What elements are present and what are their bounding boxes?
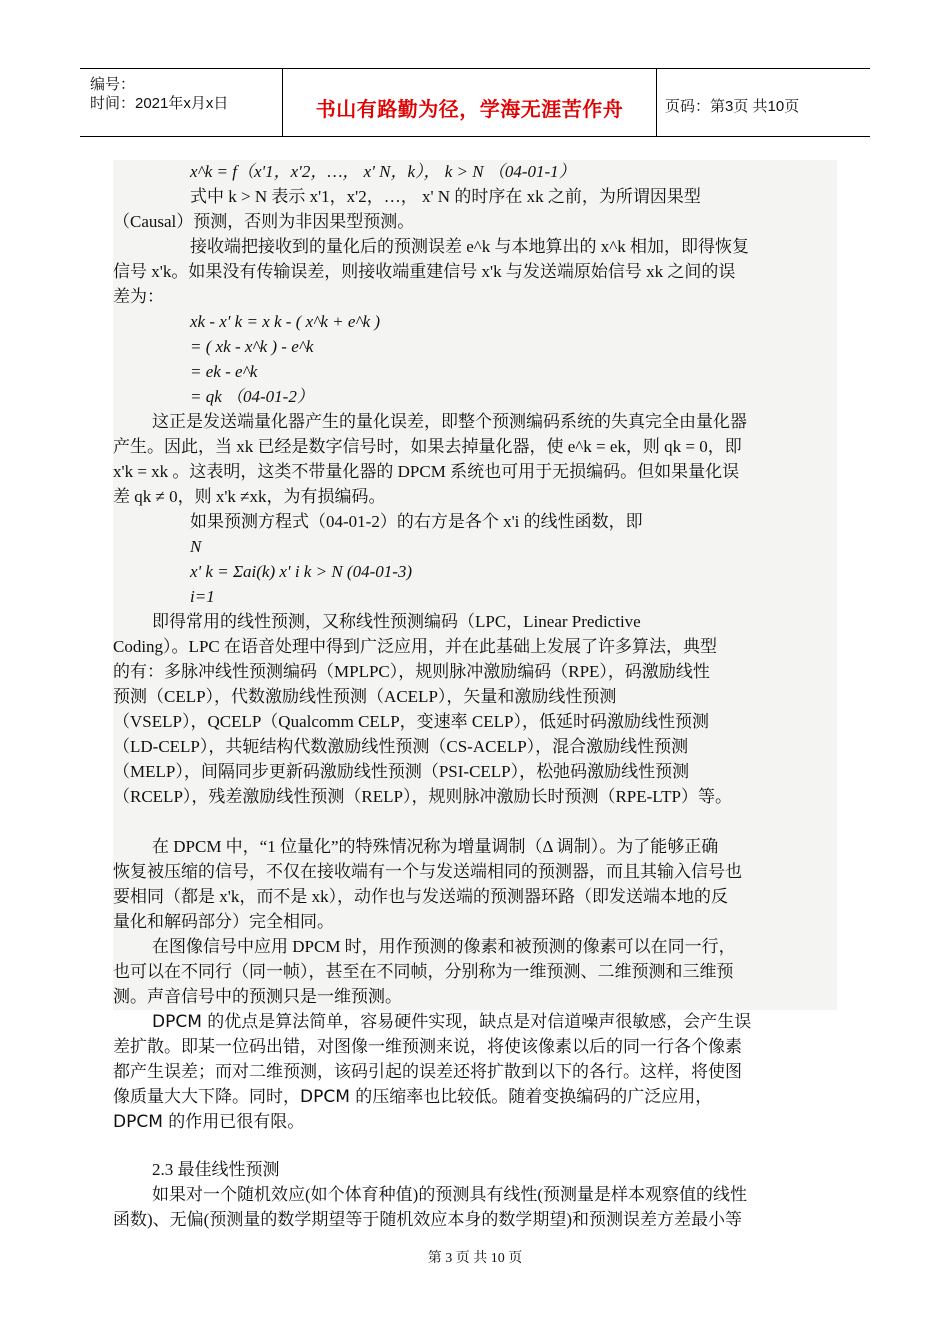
paragraph-line: 也可以在不同行（同一帧），甚至在不同帧，分别称为一维预测、二维预测和三维预 — [113, 962, 734, 981]
paragraph-line: （VSELP），QCELP（Qualcomm CELP，变速率 CELP），低延时码激励线性预测 — [113, 712, 709, 731]
header-page-number: 页码：第3页 共10页 — [665, 98, 800, 115]
section-heading: 2.3 最佳线性预测 — [152, 1160, 280, 1179]
paragraph-line: 如果对一个随机效应(如个体育种值)的预测具有线性(预测量是样本观察值的线性 — [152, 1185, 747, 1204]
header-motto-cell — [283, 69, 657, 136]
page-footer: 第 3 页 共 10 页 — [427, 1251, 523, 1266]
formula-line: N — [190, 537, 202, 556]
paragraph-line: 如果预测方程式（04-01-2）的右方是各个 x'i 的线性函数，即 — [190, 512, 643, 531]
page-header — [80, 68, 870, 137]
paragraph-line: 接收端把接收到的量化后的预测误差 e^k 与本地算出的 x^k 相加，即得恢复 — [190, 237, 749, 256]
formula-line: = ( xk - x^k ) - e^k — [190, 337, 314, 356]
formula-line: = ek - e^k — [190, 362, 258, 381]
paragraph-line: 测。声音信号中的预测只是一维预测。 — [113, 987, 402, 1006]
paragraph-line: 在 DPCM 中，“1 位量化”的特殊情况称为增量调制（Δ 调制）。为了能够正确 — [152, 837, 719, 856]
paragraph-line: （MELP），间隔同步更新码激励线性预测（PSI-CELP），松弛码激励线性预测 — [113, 762, 690, 781]
paragraph-line: 信号 x'k。如果没有传输误差，则接收端重建信号 x'k 与发送端原始信号 xk 之间的误 — [113, 262, 736, 281]
formula-04-01-2: = qk （04-01-2） — [190, 387, 314, 406]
paragraph-line: x'k = xk 。这表明，这类不带量化器的 DPCM 系统也可用于无损编码。但如果量化误 — [113, 462, 740, 481]
paragraph-line: （LD-CELP），共轭结构代数激励线性预测（CS-ACELP），混合激励线性预测 — [113, 737, 689, 756]
paragraph-line: 的有：多脉冲线性预测编码（MPLPC），规则脉冲激励编码（RPE），码激励线性 — [113, 662, 710, 681]
document-date-label: 时间：2021年x月x日 — [90, 95, 229, 112]
document-number-label: 编号： — [90, 76, 136, 93]
paragraph-line: 要相同（都是 x'k，而不是 xk），动作也与发送端的预测器环路（即发送端本地的反 — [113, 887, 729, 906]
paragraph-line: （Causal）预测，否则为非因果型预测。 — [113, 212, 415, 231]
shaded-text-region — [113, 160, 837, 1010]
paragraph-line: DPCM 的优点是算法简单，容易硬件实现，缺点是对信道噪声很敏感，会产生误 — [152, 1012, 752, 1032]
formula-04-01-3: x' k = Σai(k) x' i k > N (04-01-3) — [190, 562, 413, 581]
paragraph-line: 这正是发送端量化器产生的量化误差，即整个预测编码系统的失真完全由量化器 — [152, 412, 747, 431]
paragraph-line: 量化和解码部分）完全相同。 — [113, 912, 334, 931]
formula-line: i=1 — [190, 587, 215, 606]
paragraph-line: 在图像信号中应用 DPCM 时，用作预测的像素和被预测的像素可以在同一行， — [152, 937, 736, 956]
paragraph-line: 恢复被压缩的信号，不仅在接收端有一个与发送端相同的预测器，而且其输入信号也 — [113, 862, 742, 881]
paragraph-line: Coding）。LPC 在语音处理中得到广泛应用，并在此基础上发展了许多算法，典型 — [113, 637, 717, 656]
formula-04-01-1: x^k = f（x'1，x'2，…， x' N，k）， k > N （04-01-1） — [190, 162, 576, 181]
header-page-cell — [657, 69, 870, 136]
paragraph-line: 即得常用的线性预测，又称线性预测编码（LPC，Linear Predictive — [152, 612, 641, 631]
paragraph-line: 差为： — [113, 287, 164, 306]
paragraph-line: 式中 k > N 表示 x'1，x'2，…， x' N 的时序在 xk 之前，为所谓因果型 — [190, 187, 701, 206]
paragraph-line: 函数)、无偏(预测量的数学期望等于随机效应本身的数学期望)和预测误差方差最小等 — [113, 1210, 742, 1229]
paragraph-line: 预测（CELP），代数激励线性预测（ACELP），矢量和激励线性预测 — [113, 687, 617, 706]
header-motto: 书山有路勤为径，学海无涯苦作舟 — [315, 97, 624, 121]
formula-line: xk - x' k = x k - ( x^k + e^k ) — [190, 312, 381, 331]
paragraph-line: 差扩散。即某一位码出错，对图像一维预测来说，将使该像素以后的同一行各个像素 — [113, 1037, 742, 1057]
header-meta-cell — [80, 69, 283, 136]
paragraph-line: 差 qk ≠ 0，则 x'k ≠xk，为有损编码。 — [113, 487, 386, 506]
paragraph-line: DPCM 的作用已很有限。 — [113, 1112, 305, 1132]
paragraph-line: 都产生误差；而对二维预测，该码引起的误差还将扩散到以下的各行。这样，将使图 — [113, 1062, 742, 1082]
paragraph-line: 像质量大大下降。同时，DPCM 的压缩率也比较低。随着变换编码的广泛应用， — [113, 1087, 713, 1107]
paragraph-line: （RCELP），残差激励线性预测（RELP），规则脉冲激励长时预测（RPE-LTP）等。 — [113, 787, 732, 806]
paragraph-line: 产生。因此，当 xk 已经是数字信号时，如果去掉量化器，使 e^k = ek，则 qk = 0，即 — [113, 437, 742, 456]
